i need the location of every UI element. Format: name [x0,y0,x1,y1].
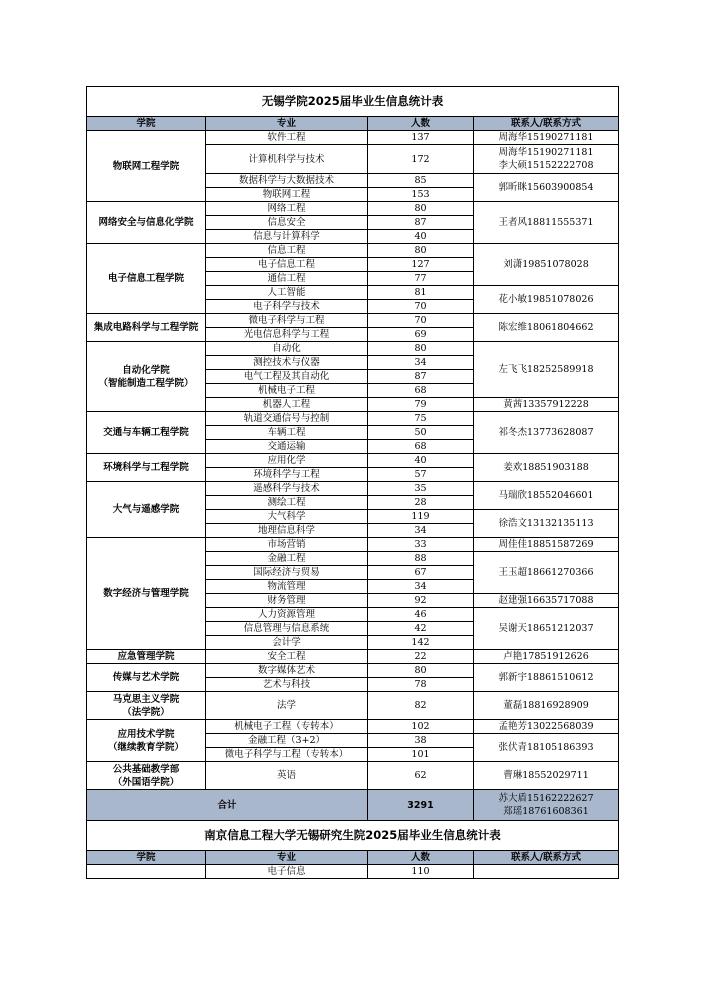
major-cell: 安全工程 [206,650,368,664]
contact-cell: 姜欢18851903188 [474,454,619,482]
count-cell: 87 [368,216,474,230]
college-cell: 应急管理学院 [87,650,206,664]
major-cell: 英语 [206,762,368,790]
college-cell: 物联网工程学院 [87,131,206,202]
table-row [87,342,619,356]
contact-cell: 曹琳18552029711 [474,762,619,790]
header-major: 专业 [206,117,368,131]
count-cell: 40 [368,454,474,468]
table2-college [87,865,206,879]
count-cell: 28 [368,496,474,510]
table2-header-contact: 联系人/联系方式 [474,851,619,865]
college-cell: 自动化学院 （智能制造工程学院） [87,342,206,412]
count-cell: 79 [368,398,474,412]
contact-cell: 黄茜13357912228 [474,398,619,412]
table-row [87,664,619,678]
major-cell: 交通运输 [206,440,368,454]
count-cell: 62 [368,762,474,790]
college-cell: 公共基础教学部 （外国语学院） [87,762,206,790]
count-cell: 34 [368,580,474,594]
count-cell: 38 [368,734,474,748]
contact-cell: 孟艳芳13022568039 [474,720,619,734]
table2-title: 南京信息工程大学无锡研究生院2025届毕业生信息统计表 [87,821,619,851]
contact-cell: 陈宏维18061804662 [474,314,619,342]
major-cell: 信息安全 [206,216,368,230]
major-cell: 机器人工程 [206,398,368,412]
major-cell: 金融工程 [206,552,368,566]
college-cell: 大气与遥感学院 [87,482,206,538]
major-cell: 计算机科学与技术 [206,145,368,174]
major-cell: 车辆工程 [206,426,368,440]
college-cell: 交通与车辆工程学院 [87,412,206,454]
count-cell: 92 [368,594,474,608]
count-cell: 82 [368,692,474,720]
major-cell: 财务管理 [206,594,368,608]
count-cell: 22 [368,650,474,664]
table-row [87,244,619,258]
major-cell: 市场营销 [206,538,368,552]
major-cell: 金融工程（3+2） [206,734,368,748]
count-cell: 85 [368,174,474,188]
major-cell: 网络工程 [206,202,368,216]
contact-cell: 徐浩文13132135113 [474,510,619,538]
contact-cell: 花小敏19851078026 [474,286,619,314]
count-cell: 127 [368,258,474,272]
table-row [87,454,619,468]
count-cell: 119 [368,510,474,524]
major-cell: 物联网工程 [206,188,368,202]
total-label: 合计 [87,790,368,821]
table-row [87,538,619,552]
major-cell: 遥感科学与技术 [206,482,368,496]
major-cell: 测控技术与仪器 [206,356,368,370]
major-cell: 国际经济与贸易 [206,566,368,580]
count-cell: 33 [368,538,474,552]
total-contact: 苏大盾15162222627 郑瑶18761608361 [474,790,619,821]
contact-cell: 祁冬杰13773628087 [474,412,619,454]
major-cell: 测绘工程 [206,496,368,510]
count-cell: 101 [368,748,474,762]
count-cell: 67 [368,566,474,580]
table-row [87,482,619,496]
count-cell: 81 [368,286,474,300]
major-cell: 信息与计算科学 [206,230,368,244]
table2-major: 电子信息 [206,865,368,879]
count-cell: 69 [368,328,474,342]
major-cell: 应用化学 [206,454,368,468]
contact-cell: 王者风18811555371 [474,202,619,244]
count-cell: 80 [368,244,474,258]
table-row [87,131,619,145]
count-cell: 40 [368,230,474,244]
document-page [86,86,618,879]
college-cell: 应用技术学院 （继续教育学院） [87,720,206,762]
major-cell: 自动化 [206,342,368,356]
table-title: 无锡学院2025届毕业生信息统计表 [87,87,619,117]
count-cell: 137 [368,131,474,145]
contact-cell: 张伏青18105186393 [474,734,619,762]
count-cell: 80 [368,664,474,678]
major-cell: 人工智能 [206,286,368,300]
count-cell: 70 [368,300,474,314]
table-row [87,720,619,734]
contact-cell: 王玉超18661270366 [474,552,619,594]
college-cell: 传媒与艺术学院 [87,664,206,692]
count-cell: 80 [368,342,474,356]
count-cell: 77 [368,272,474,286]
table2-header-count: 人数 [368,851,474,865]
table-row [87,412,619,426]
major-cell: 软件工程 [206,131,368,145]
table2-contact [474,865,619,879]
major-cell: 电气工程及其自动化 [206,370,368,384]
count-cell: 102 [368,720,474,734]
major-cell: 人力资源管理 [206,608,368,622]
major-cell: 轨道交通信号与控制 [206,412,368,426]
count-cell: 70 [368,314,474,328]
count-cell: 42 [368,622,474,636]
contact-cell: 吴谢天18651212037 [474,608,619,650]
table2-header-college: 学院 [87,851,206,865]
table-row [87,692,619,720]
count-cell: 50 [368,426,474,440]
table-row [87,202,619,216]
college-cell: 数字经济与管理学院 [87,538,206,650]
count-cell: 80 [368,202,474,216]
college-cell: 环境科学与工程学院 [87,454,206,482]
contact-cell: 马瑞欣18552046601 [474,482,619,510]
table2-header-major: 专业 [206,851,368,865]
contact-cell: 周海华15190271181 李大硕15152222708 [474,145,619,174]
contact-cell: 周海华15190271181 [474,131,619,145]
table-row [87,762,619,790]
major-cell: 信息管理与信息系统 [206,622,368,636]
contact-cell: 郭新宇18861510612 [474,664,619,692]
contact-cell: 郭昕眯15603900854 [474,174,619,202]
major-cell: 光电信息科学与工程 [206,328,368,342]
major-cell: 微电子科学与工程（专转本） [206,748,368,762]
major-cell: 数字媒体艺术 [206,664,368,678]
major-cell: 环境科学与工程 [206,468,368,482]
contact-cell: 刘潇19851078028 [474,244,619,286]
major-cell: 地理信息科学 [206,524,368,538]
contact-cell: 周佳佳18851587269 [474,538,619,552]
major-cell: 机械电子工程（专转本） [206,720,368,734]
major-cell: 物流管理 [206,580,368,594]
major-cell: 机械电子工程 [206,384,368,398]
count-cell: 34 [368,524,474,538]
count-cell: 88 [368,552,474,566]
college-cell: 电子信息工程学院 [87,244,206,314]
count-cell: 68 [368,440,474,454]
contact-cell: 董磊18816928909 [474,692,619,720]
table2-count: 110 [368,865,474,879]
table-row [87,314,619,328]
major-cell: 电子科学与技术 [206,300,368,314]
count-cell: 153 [368,188,474,202]
count-cell: 172 [368,145,474,174]
major-cell: 会计学 [206,636,368,650]
count-cell: 75 [368,412,474,426]
major-cell: 微电子科学与工程 [206,314,368,328]
college-cell: 集成电路科学与工程学院 [87,314,206,342]
table-row [87,650,619,664]
graduate-stats-table [86,86,619,879]
major-cell: 数据科学与大数据技术 [206,174,368,188]
count-cell: 57 [368,468,474,482]
major-cell: 大气科学 [206,510,368,524]
count-cell: 87 [368,370,474,384]
college-cell: 网络安全与信息化学院 [87,202,206,244]
major-cell: 信息工程 [206,244,368,258]
count-cell: 142 [368,636,474,650]
major-cell: 艺术与科技 [206,678,368,692]
count-cell: 68 [368,384,474,398]
total-count: 3291 [368,790,474,821]
count-cell: 78 [368,678,474,692]
count-cell: 46 [368,608,474,622]
contact-cell: 赵建强16635717088 [474,594,619,608]
major-cell: 法学 [206,692,368,720]
header-college: 学院 [87,117,206,131]
contact-cell: 左飞飞18252589918 [474,342,619,398]
header-contact: 联系人/联系方式 [474,117,619,131]
major-cell: 通信工程 [206,272,368,286]
major-cell: 电子信息工程 [206,258,368,272]
count-cell: 34 [368,356,474,370]
count-cell: 35 [368,482,474,496]
college-cell: 马克思主义学院 （法学院） [87,692,206,720]
contact-cell: 卢艳17851912626 [474,650,619,664]
header-count: 人数 [368,117,474,131]
